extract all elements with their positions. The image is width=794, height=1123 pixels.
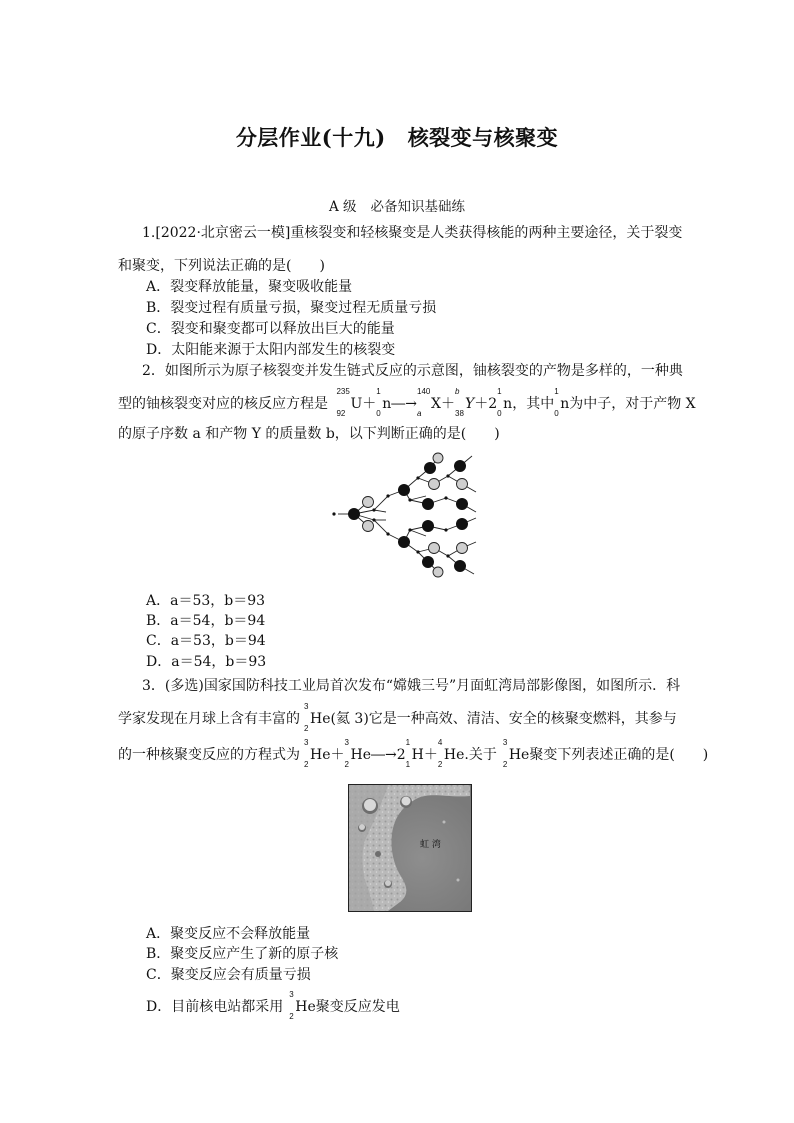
chain-reaction-diagram xyxy=(330,452,490,578)
q2-line2 xyxy=(118,387,696,418)
q3-option-b: B．聚变反应产生了新的原子核 xyxy=(146,946,339,962)
q2-option-c: C．a＝53，b＝94 xyxy=(146,633,266,649)
nuclide-he3: 3 2 He xyxy=(304,702,331,733)
title-sub: 核裂变与核聚变 xyxy=(407,125,559,150)
q3-line2-pre: 学家发现在月球上含有丰富的 xyxy=(118,711,300,727)
q3-option-a: A．聚变反应不会释放能量 xyxy=(146,926,311,942)
q2-option-d: D．a＝54，b＝93 xyxy=(146,654,267,670)
q3-line1: 3．(多选)国家国防科技工业局首次发布“嫦娥三号”月面虹湾局部影像图，如图所示．科 xyxy=(142,678,681,694)
q1-line1: 1.[2022·北京密云一模]重核裂变和轻核聚变是人类获得核能的两种主要途径，关于裂变 xyxy=(142,225,683,241)
nuclide-he4: 4 2 He xyxy=(437,738,465,769)
coefficient-two-b: 2 xyxy=(396,747,406,763)
q1-option-d: D．太阳能来源于太阳内部发生的核裂变 xyxy=(146,342,396,358)
arrow-2: ―→ xyxy=(371,747,397,763)
moon-surface-image xyxy=(348,784,472,912)
nuclide-h1: 1 1 H xyxy=(405,738,424,769)
section-name: 必备知识基础练 xyxy=(370,199,466,215)
plus-5: ＋ xyxy=(423,747,438,763)
nuclide-n-1: 1 0 n xyxy=(376,387,392,418)
q1-option-c: C．裂变和聚变都可以释放出巨大的能量 xyxy=(146,321,395,337)
plus-2: ＋ xyxy=(441,396,455,412)
image-label: 虹 湾 xyxy=(420,840,441,850)
q2-line1: 2．如图所示为原子核裂变并发生链式反应的示意图，铀核裂变的产物是多样的，一种典 xyxy=(142,363,683,379)
q3-line2-post: (氦 3)它是一种高效、清洁、安全的核聚变燃料，其参与 xyxy=(330,711,677,727)
nuclide-u235: 235 92 U xyxy=(336,387,363,418)
nuclide-n-3: 1 0 n xyxy=(554,387,570,418)
q3-line2 xyxy=(118,702,677,733)
q2-line2-pre: 型的铀核裂变对应的核反应方程是 xyxy=(118,396,328,412)
q3-option-d-post: 聚变反应发电 xyxy=(315,999,400,1015)
q2-option-a: A．a＝53，b＝93 xyxy=(146,593,266,609)
nuclide-he3-c: 3 2 He xyxy=(502,738,530,769)
nuclide-x: 140 a X xyxy=(417,387,441,418)
plus-1: ＋ xyxy=(362,396,377,412)
nuclide-he3-b: 3 2 He xyxy=(344,738,371,769)
q1-line2: 和聚变，下列说法正确的是( ) xyxy=(118,258,325,274)
q3-line3 xyxy=(118,738,709,769)
q2-line3: 的原子序数 a 和产物 Y 的质量数 b，以下判断正确的是( ) xyxy=(118,426,500,442)
q3-option-d xyxy=(146,990,400,1021)
q3-line3-pre: 的一种核聚变反应的方程式为 xyxy=(118,747,300,763)
nuclide-y: b 38 Y xyxy=(455,387,475,418)
arrow-1: ―→ xyxy=(391,396,418,412)
q2-line2-tail: 为中子，对于产物 X xyxy=(569,396,696,412)
q3-line3-post: 聚变下列表述正确的是( ) xyxy=(529,747,709,763)
plus-4: ＋ xyxy=(330,747,345,763)
q2-line2-post: ，其中 xyxy=(512,396,555,412)
coefficient-two: 2 xyxy=(488,396,498,412)
q2-option-b: B．a＝54，b＝94 xyxy=(146,613,266,629)
nuclide-he3-d: 3 2 He xyxy=(289,990,316,1021)
q3-line3-mid: .关于 xyxy=(464,747,497,763)
q3-option-c: C．聚变反应会有质量亏损 xyxy=(146,967,311,983)
plus-3: ＋ xyxy=(474,396,489,412)
section-heading xyxy=(0,195,794,215)
nuclide-he3-a: 3 2 He xyxy=(304,738,331,769)
q1-option-b: B．裂变过程有质量亏损，聚变过程无质量亏损 xyxy=(146,300,437,316)
nuclide-n-2: 1 0 n xyxy=(497,387,513,418)
q1-option-a: A．裂变释放能量，聚变吸收能量 xyxy=(146,279,353,295)
section-level: A 级 xyxy=(328,199,357,215)
page-title xyxy=(0,122,794,152)
q3-option-d-pre: D．目前核电站都采用 xyxy=(146,999,284,1015)
title-main: 分层作业(十九) xyxy=(235,125,386,150)
